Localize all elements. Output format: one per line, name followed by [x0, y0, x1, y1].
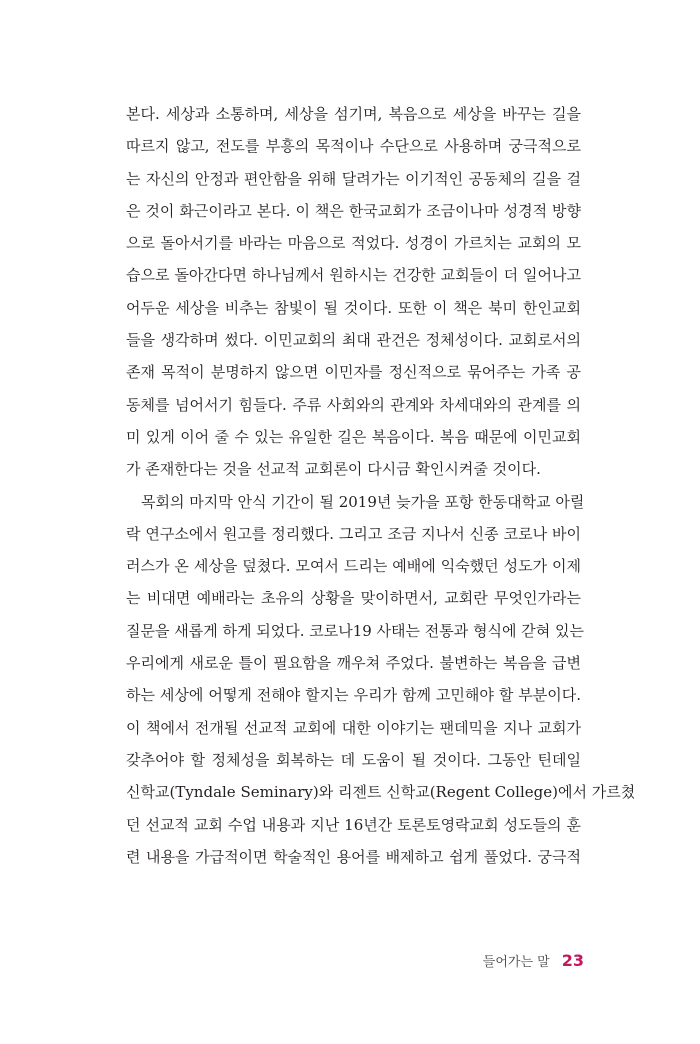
body-line: 동체를 넘어서기 힘들다. 주류 사회와의 관계와 차세대와의 관계를 의	[126, 395, 581, 414]
body-line: 련 내용을 가급적이면 학술적인 용어를 배제하고 쉽게 풀었다. 궁극적	[126, 847, 581, 866]
body-line: 우리에게 새로운 틀이 필요함을 깨우쳐 주었다. 불변하는 복음을 급변	[126, 654, 581, 673]
paragraph-first-line: 목회의 마지막 안식 기간이 될 2019년 늦가을 포항 한동대학교 아릴	[141, 492, 585, 511]
body-line: 따르지 않고, 전도를 부흥의 목적이나 수단으로 사용하며 궁극적으로	[126, 137, 581, 156]
body-line: 질문을 새롭게 하게 되었다. 코로나19 사태는 전통과 형식에 갇혀 있는	[126, 621, 585, 640]
body-line: 들을 생각하며 썼다. 이민교회의 최대 관건은 정체성이다. 교회로서의	[126, 331, 581, 350]
body-line: 락 연구소에서 원고를 정리했다. 그리고 조금 지나서 신종 코로나 바이	[126, 524, 581, 543]
body-line: 러스가 온 세상을 덮쳤다. 모여서 드리는 예배에 익숙했던 성도가 이제	[126, 557, 581, 576]
body-line: 신학교(Tyndale Seminary)와 리젠트 신학교(Regent College)에서 가르쳤	[126, 783, 636, 802]
body-text	[126, 98, 636, 873]
body-line: 던 선교적 교회 수업 내용과 지난 16년간 토론토영락교회 성도들의 훈	[126, 815, 581, 834]
body-line: 는 비대면 예배라는 초유의 상황을 맞이하면서, 교회란 무엇인가라는	[126, 589, 581, 608]
body-line: 는 자신의 안정과 편안함을 위해 달려가는 이기적인 공동체의 길을 걸	[126, 169, 581, 188]
body-line: 존재 목적이 분명하지 않으면 이민자를 정신적으로 묶어주는 가족 공	[126, 363, 581, 382]
body-line: 이 책에서 전개될 선교적 교회에 대한 이야기는 팬데믹을 지나 교회가	[126, 718, 581, 737]
page-footer	[483, 951, 584, 975]
running-head: 들어가는 말	[482, 955, 550, 970]
body-line: 은 것이 화근이라고 본다. 이 책은 한국교회가 조금이나마 성경적 방향	[126, 201, 581, 220]
paragraph-end-line: 가 존재한다는 것을 선교적 교회론이 다시금 확인시켜줄 것이다.	[126, 460, 541, 479]
body-line: 하는 세상에 어떻게 전해야 할지는 우리가 함께 고민해야 할 부분이다.	[126, 686, 581, 705]
body-line: 갖추어야 할 정체성을 회복하는 데 도움이 될 것이다. 그동안 틴데일	[126, 750, 581, 769]
body-line: 으로 돌아서기를 바라는 마음으로 적었다. 성경이 가르치는 교회의 모	[126, 234, 581, 253]
body-line: 어두운 세상을 비추는 참빛이 될 것이다. 또한 이 책은 북미 한인교회	[126, 298, 581, 317]
page-number: 23	[561, 951, 584, 970]
body-line: 습으로 돌아간다면 하나님께서 원하시는 건강한 교회들이 더 일어나고	[126, 266, 581, 285]
body-line: 본다. 세상과 소통하며, 세상을 섬기며, 복음으로 세상을 바꾸는 길을	[126, 105, 581, 123]
body-line: 미 있게 이어 줄 수 있는 유일한 길은 복음이다. 복음 때문에 이민교회	[126, 427, 581, 446]
